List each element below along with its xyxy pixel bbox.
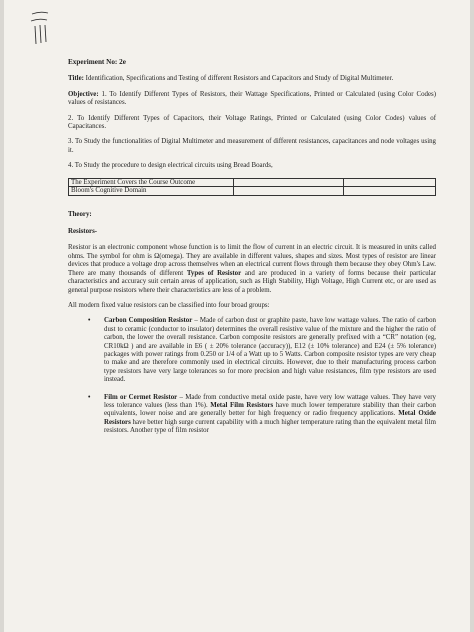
bullet-icon: • bbox=[88, 317, 91, 325]
title-paragraph bbox=[68, 75, 436, 83]
resistor-intro-paragraph bbox=[68, 244, 436, 294]
table-cell: Bloom's Cognitive Domain bbox=[69, 187, 234, 196]
objective-1-text: 1. To Identify Different Types of Resistors, their Wattage Specifications, Printed or Calculated (using Color Codes) values of resistances. bbox=[68, 90, 436, 107]
table-row bbox=[69, 187, 436, 196]
objective-1 bbox=[68, 91, 436, 108]
objective-2: 2. To Identify Different Types of Capacitors, their Voltage Ratings, Printed or Calculated (using Color Codes) values of Capacitances. bbox=[68, 114, 436, 131]
intro-bold-term: Types of Resistor bbox=[186, 269, 242, 277]
document-page bbox=[4, 0, 470, 632]
resistor-type-name: Carbon Composition Resistor bbox=[104, 317, 193, 325]
resistor-type-text: have much lower temperature stability than their carbon equivalents, lower noise and are generally better for high frequency or radio frequency applications. bbox=[104, 401, 436, 418]
resistors-subheading: Resistors- bbox=[68, 228, 98, 236]
objective-label: Objective: bbox=[68, 90, 99, 98]
table-row bbox=[69, 178, 436, 187]
table-cell: The Experiment Covers the Course Outcome bbox=[69, 178, 234, 187]
intro-text-a: Resistor is an electronic component whose function is to limit the flow of current in an electric circuit. It is measured in units called ohms. The symbol for ohm is Ω(omega). They are available in different values, shapes and sizes. Most types of resistor are linear devices that produce a voltage drop across themselves when an electrical current flows through them because they obey Ohm's Law. There are many thousands of different bbox=[68, 244, 436, 277]
resistor-type-text: have better high surge current capability with a much higher temperature rating than the equivalent metal film resistors. Another type of film resistor bbox=[104, 418, 436, 435]
experiment-number: Experiment No: 2e bbox=[68, 58, 126, 66]
objective-4: 4. To Study the procedure to design electrical circuits using Bread Boards, bbox=[68, 162, 273, 170]
bullet-icon: • bbox=[88, 393, 91, 401]
table-cell bbox=[234, 187, 344, 196]
resistor-subtype-name: Metal Film Resistors bbox=[210, 401, 274, 409]
theory-heading: Theory: bbox=[68, 210, 92, 218]
document-content bbox=[68, 58, 436, 445]
list-item bbox=[88, 393, 436, 436]
intro-text-b: and are produced in a variety of forms because their particular characteristics and accuracy suit certain areas of application, such as High Stability, High Voltage, High Current etc, or are used as general purpose resistors where their characteristics are less of a problem. bbox=[68, 269, 436, 294]
outcome-table bbox=[68, 178, 436, 196]
resistor-type-text: – Made from conductive metal oxide paste, have very low wattage values. They have very less tolerance values (less than 1%). bbox=[104, 393, 436, 409]
classification-paragraph: All modern fixed value resistors can be classified into four broad groups: bbox=[68, 301, 270, 309]
table-cell bbox=[344, 178, 436, 187]
objective-3: 3. To Study the functionalities of Digital Multimeter and measurement of different resistances, capacitances and node voltages using it. bbox=[68, 138, 436, 154]
handwritten-pen-marks bbox=[26, 8, 56, 48]
title-text: Identification, Specifications and Testing of different Resistors and Capacitors and Study of Digital Multimeter. bbox=[83, 75, 394, 83]
table-cell bbox=[344, 187, 436, 196]
resistor-type-text: – Made of carbon dust or graphite paste, have low wattage values. The ratio of carbon dust to ceramic (conductor to insulator) determines the overall resistive value of the mixture and the higher the ratio of carbon, the lower the overall resistance. Carbon composite resistors are generally prefixed with a “CR” notation (eg, CR10kΩ ) and are available in E6 ( ± 20% tolerance (accuracy)), E12 (± 10% tolerance) and E24 (± 5% tolerance) packages with power ratings from 0.250 or 1/4 of a Watt up to 5 Watts. Carbon composite resistor types are very cheap to make and are therefore commonly used in electrical circuits. However, due to their manufacturing process carbon type resistors have very large tolerances so for more precision and high value resistances, film type resistors are used instead. bbox=[104, 317, 436, 384]
list-item bbox=[88, 317, 436, 384]
resistor-subtype-name: Metal Oxide Resistors bbox=[104, 410, 436, 426]
table-cell bbox=[234, 178, 344, 187]
resistor-types-list bbox=[68, 317, 436, 435]
resistor-type-name: Film or Cermet Resistor bbox=[104, 393, 178, 401]
title-label: Title: bbox=[68, 75, 84, 83]
